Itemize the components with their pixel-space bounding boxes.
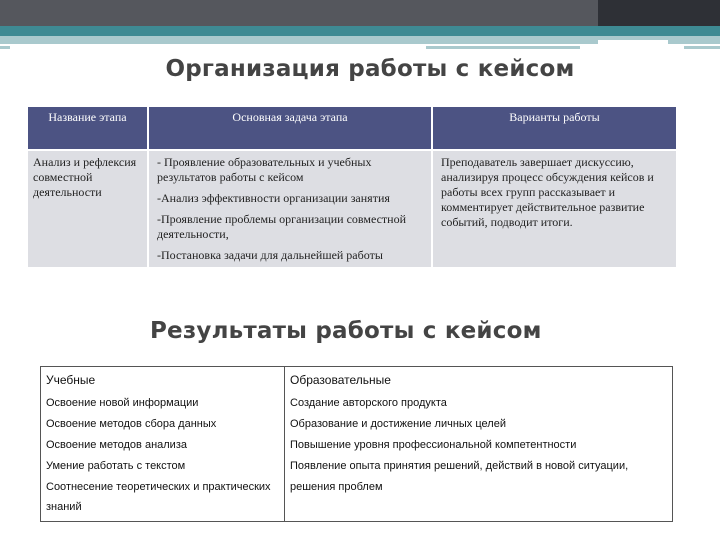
teal-band (0, 26, 720, 36)
decor-line (0, 46, 10, 49)
learning-result: Умение работать с текстом (41, 456, 285, 477)
results-title: Результаты работы с кейсом (150, 318, 542, 344)
cell-stage-name: Анализ и рефлексия совместной деятельности (28, 150, 148, 267)
learning-result: Освоение новой информации (41, 393, 285, 414)
learning-result: Освоение методов анализа (41, 435, 285, 456)
educational-result: Создание авторского продукта (290, 397, 447, 409)
task-item: -Постановка задачи для дальнейшей работы (157, 248, 383, 262)
cell-work-variants: Преподаватель завершает дискуссию, анализируя процесс обсуждения кейсов и работы всех групп рассказывает и комментирует действительное развитие событий, подводит итоги. (432, 150, 676, 267)
results-header-row (41, 367, 673, 394)
decor-line (598, 40, 668, 44)
results-row (41, 477, 673, 522)
educational-result: Появление опыта принятия решений, действий в новой ситуации, (290, 460, 629, 472)
stage-table (28, 107, 676, 267)
results-row (41, 393, 673, 414)
top-bar-dark-segment (598, 0, 720, 26)
header-work-variants: Варианты работы (432, 107, 676, 150)
top-bar (0, 0, 720, 26)
stage-table-row (28, 150, 676, 267)
educational-result: Образование и достижение личных целей (290, 418, 506, 430)
results-row (41, 456, 673, 477)
results-row (41, 435, 673, 456)
header-main-task: Основная задача этапа (148, 107, 432, 150)
learning-result: Соотнесение теоретических и практических знаний (41, 477, 285, 522)
cell-main-task (148, 150, 432, 267)
task-item: -Анализ эффективности организации занятия (157, 191, 390, 205)
decor-line (426, 46, 580, 49)
header-educational: Образовательные (290, 373, 391, 387)
learning-result: Освоение методов сбора данных (41, 414, 285, 435)
header-learning: Учебные (41, 367, 285, 394)
header-stage-name: Название этапа (28, 107, 148, 150)
decor-line (684, 46, 720, 49)
results-row (41, 414, 673, 435)
task-item: -Проявление проблемы организации совместной деятельности, (157, 212, 406, 241)
educational-result: Повышение уровня профессиональной компетентности (290, 439, 577, 451)
results-table (40, 366, 673, 522)
stage-table-header-row (28, 107, 676, 150)
slide-title: Организация работы с кейсом (165, 56, 575, 82)
educational-result: решения проблем (290, 481, 383, 493)
task-item: - Проявление образовательных и учебных результатов работы с кейсом (157, 155, 372, 184)
